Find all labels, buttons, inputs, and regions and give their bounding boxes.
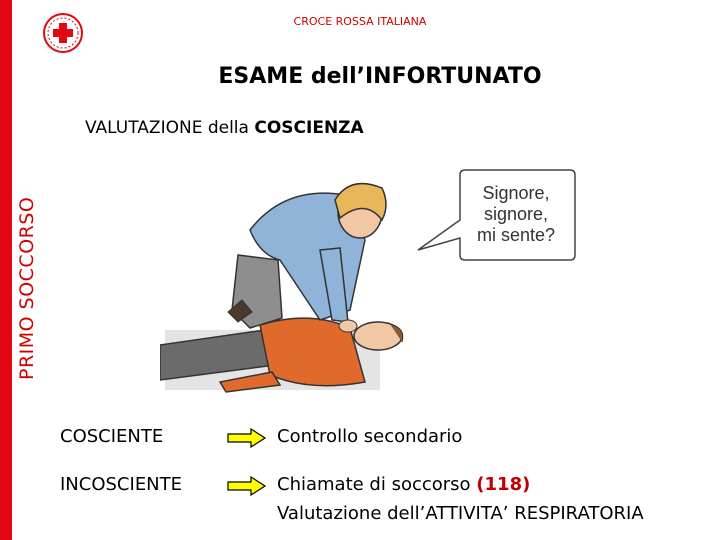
subtitle-prefix: VALUTAZIONE della [85,118,255,138]
arrow-right-icon [227,476,267,496]
rescuer-hand [339,320,357,332]
outcome-label: INCOSCIENTE [60,474,183,495]
bubble-line: mi sente? [476,225,556,245]
speech-bubble-text [462,183,570,246]
side-label: PRIMO SOCCORSO [16,196,38,380]
outcome-action-text: Chiamate di soccorso [277,474,477,495]
emergency-number: (118) [476,474,531,495]
slide-subtitle [85,118,364,138]
subtitle-bold: COSCIENZA [254,118,364,138]
org-name: CROCE ROSSA ITALIANA [293,15,427,28]
bubble-line: signore, [483,204,549,224]
breathing-assessment-text: Valutazione dell’ATTIVITA’ RESPIRATORIA [277,503,644,524]
outcome-label: COSCIENTE [60,426,164,447]
outcome-action [277,474,530,495]
arrow-right-icon [227,428,267,448]
outcome-action: Controllo secondario [277,426,463,447]
slide-title: ESAME dell’INFORTUNATO [218,64,542,89]
bubble-line: Signore, [482,183,550,203]
